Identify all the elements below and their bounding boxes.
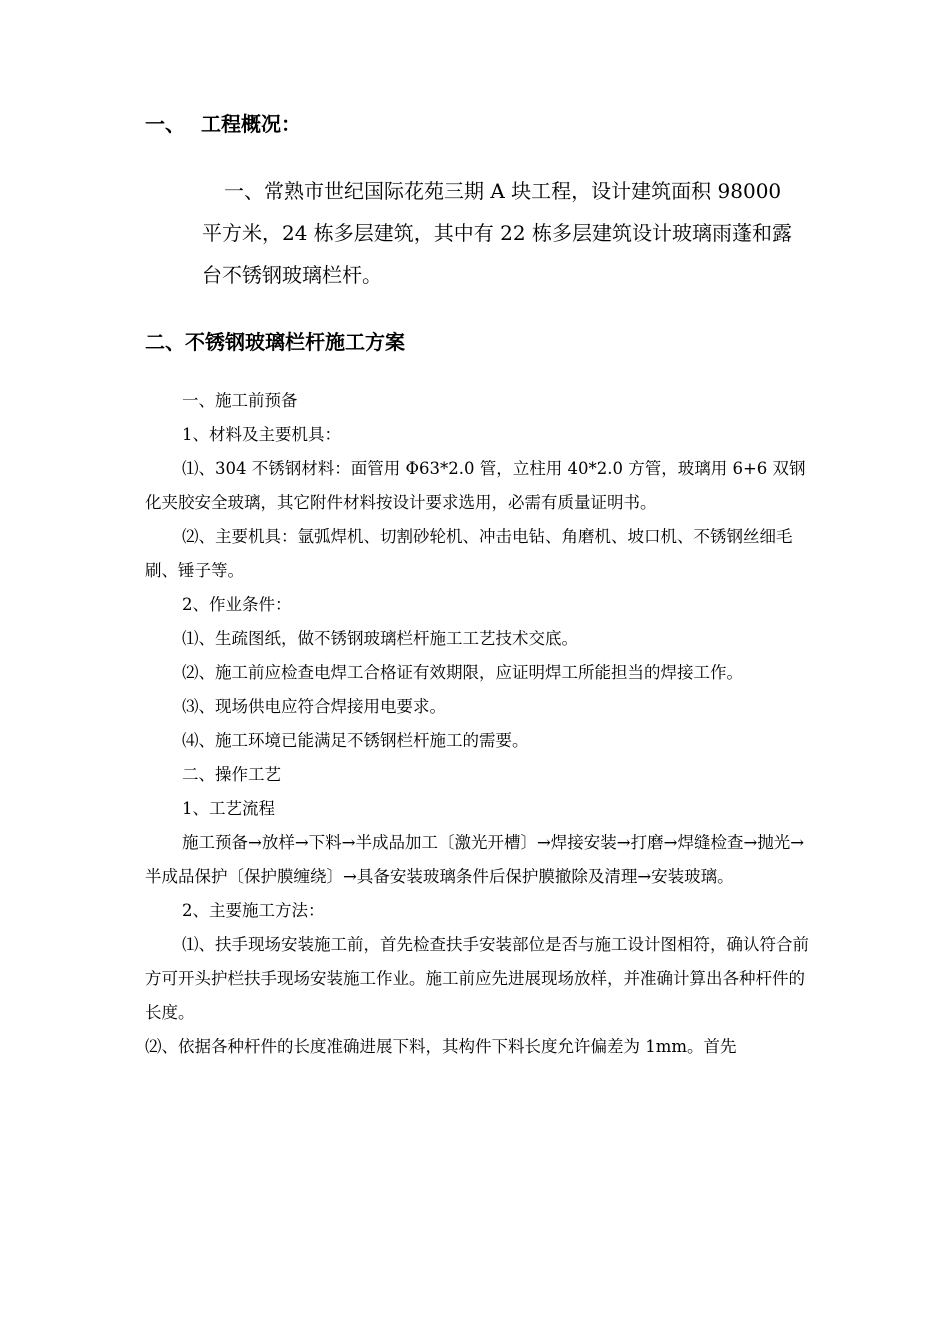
project-intro <box>202 170 802 296</box>
section-title: 工程概况： <box>201 112 301 136</box>
section-heading-project-overview <box>145 108 301 137</box>
paragraph: 2、主要施工方法： <box>182 901 325 920</box>
intro-paragraph: 一、常熟市世纪国际花苑三期 A 块工程，设计建筑面积 98000 平方米，24 栋多层建筑，其中有 22 栋多层建筑设计玻璃雨蓬和露台不锈钢玻璃栏杆。 <box>202 179 792 287</box>
paragraph: 一、施工前预备 <box>182 391 298 410</box>
paragraph: ⑵、主要机具：氩弧焊机、切割砂轮机、冲击电钻、角磨机、坡口机、不锈钢丝细毛刷、锤子等。 <box>145 527 793 580</box>
paragraph: 施工预备→放样→下料→半成品加工〔激光开槽〕→焊接安装→打磨→焊缝检查→抛光→半成品保护〔保护膜缠绕〕→具备安装玻璃条件后保护膜撤除及清理→安装玻璃。 <box>145 833 805 886</box>
section-number: 一、 <box>145 112 185 136</box>
paragraph: ⑴、生疏图纸，做不锈钢玻璃栏杆施工工艺技术交底。 <box>182 629 578 648</box>
paragraph: 1、工艺流程 <box>182 799 275 818</box>
section-heading-railing-plan: 二、不锈钢玻璃栏杆施工方案 <box>145 330 405 354</box>
paragraph: ⑶、现场供电应符合焊接用电要求。 <box>182 697 446 716</box>
paragraph: ⑴、扶手现场安装施工前，首先检查扶手安装部位是否与施工设计图相符，确认符合前方可开头护栏扶手现场安装施工作业。施工前应先进展现场放样，并准确计算出各种杆件的长度。 <box>145 935 809 1022</box>
paragraph: 二、操作工艺 <box>182 765 281 784</box>
body-text <box>145 384 815 1064</box>
paragraph: ⑵、依据各种杆件的长度准确进展下料，其构件下料长度允许偏差为 1mm。首先 <box>145 1037 737 1056</box>
paragraph: 2、作业条件： <box>182 595 292 614</box>
paragraph: 1、材料及主要机具： <box>182 425 341 444</box>
paragraph: ⑵、施工前应检查电焊工合格证有效期限，应证明焊工所能担当的焊接工作。 <box>182 663 743 682</box>
paragraph: ⑴、304 不锈钢材料：面管用 Φ63*2.0 管，立柱用 40*2.0 方管，玻璃用 6+6 双钢化夹胶安全玻璃，其它附件材料按设计要求选用，必需有质量证明书。 <box>145 459 806 512</box>
paragraph: ⑷、施工环境已能满足不锈钢栏杆施工的需要。 <box>182 731 529 750</box>
